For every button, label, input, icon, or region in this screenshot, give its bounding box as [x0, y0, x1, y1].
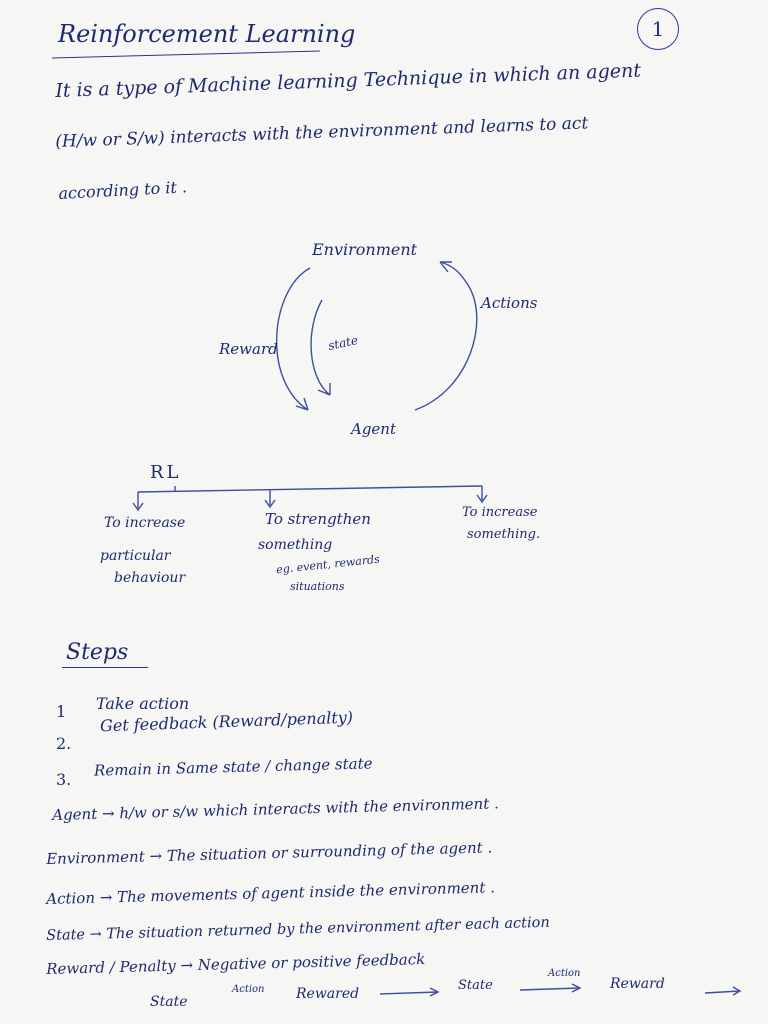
reward-label: Reward — [219, 340, 278, 358]
tree-branch-1 — [133, 492, 143, 510]
step-3-text: Remain in Same state / change state — [93, 754, 373, 780]
page-title: Reinforcement Learning — [58, 20, 356, 48]
branch-2-line-2: something — [258, 537, 333, 553]
branch-1-line-2: particular — [100, 548, 171, 564]
branch-1-line-3: behaviour — [114, 570, 186, 586]
step-3-number: 3. — [56, 770, 72, 789]
page-number: 1 — [637, 8, 679, 50]
branch-3-line-1: To increase — [462, 505, 538, 520]
seq-arrow-2 — [520, 984, 580, 992]
sequence-reward-2: Reward — [610, 976, 665, 992]
seq-arrow-1 — [380, 988, 438, 996]
step-2-text: Get feedback (Reward/penalty) — [99, 707, 354, 736]
actions-label: Actions — [481, 294, 538, 312]
step-1-number: 1 — [56, 702, 67, 721]
definition-reward-penalty: Reward / Penalty → Negative or positive feedback — [46, 950, 426, 978]
definition-environment: Environment → The situation or surrounding of the agent . — [46, 838, 493, 868]
branch-2-line-3: eg. event, rewards — [275, 552, 381, 577]
tree-branch-2 — [265, 490, 275, 507]
state-arc — [311, 300, 330, 395]
environment-label: Environment — [312, 240, 418, 259]
actions-arc — [415, 262, 477, 410]
definition-action: Action → The movements of agent inside the environment . — [46, 878, 496, 908]
intro-line-3: according to it . — [58, 177, 188, 203]
tree-branch-3 — [477, 486, 487, 502]
seq-arrow-3 — [705, 987, 740, 995]
agent-label: Agent — [351, 420, 396, 438]
reward-arc — [277, 268, 310, 410]
tree-horizontal — [138, 486, 482, 492]
branch-3-line-2: something. — [467, 527, 541, 542]
sequence-action-1: Action — [232, 984, 265, 995]
sequence-state-2: State — [458, 978, 493, 993]
intro-line-2: (H/w or S/w) interacts with the environment and learns to act — [55, 113, 589, 152]
step-2-number: 2. — [56, 734, 72, 753]
step-1-text: Take action — [96, 694, 190, 713]
intro-line-1: It is a type of Machine learning Technique in which an agent — [55, 59, 642, 102]
steps-heading: Steps — [66, 640, 129, 665]
sequence-reward-1: Rewared — [296, 986, 360, 1002]
definition-state: State → The situation returned by the environment after each action — [46, 914, 550, 944]
state-label: state — [326, 333, 360, 353]
branch-1-line-1: To increase — [104, 515, 186, 531]
branch-2-line-4: situations — [290, 580, 345, 593]
rl-root-label: RL — [150, 462, 182, 483]
definition-agent: Agent → h/w or s/w which interacts with the environment . — [52, 794, 500, 824]
sequence-action-2: Action — [548, 968, 581, 979]
sequence-state-1: State — [150, 994, 188, 1010]
branch-2-line-1: To strengthen — [265, 510, 371, 528]
steps-underline — [62, 667, 148, 668]
